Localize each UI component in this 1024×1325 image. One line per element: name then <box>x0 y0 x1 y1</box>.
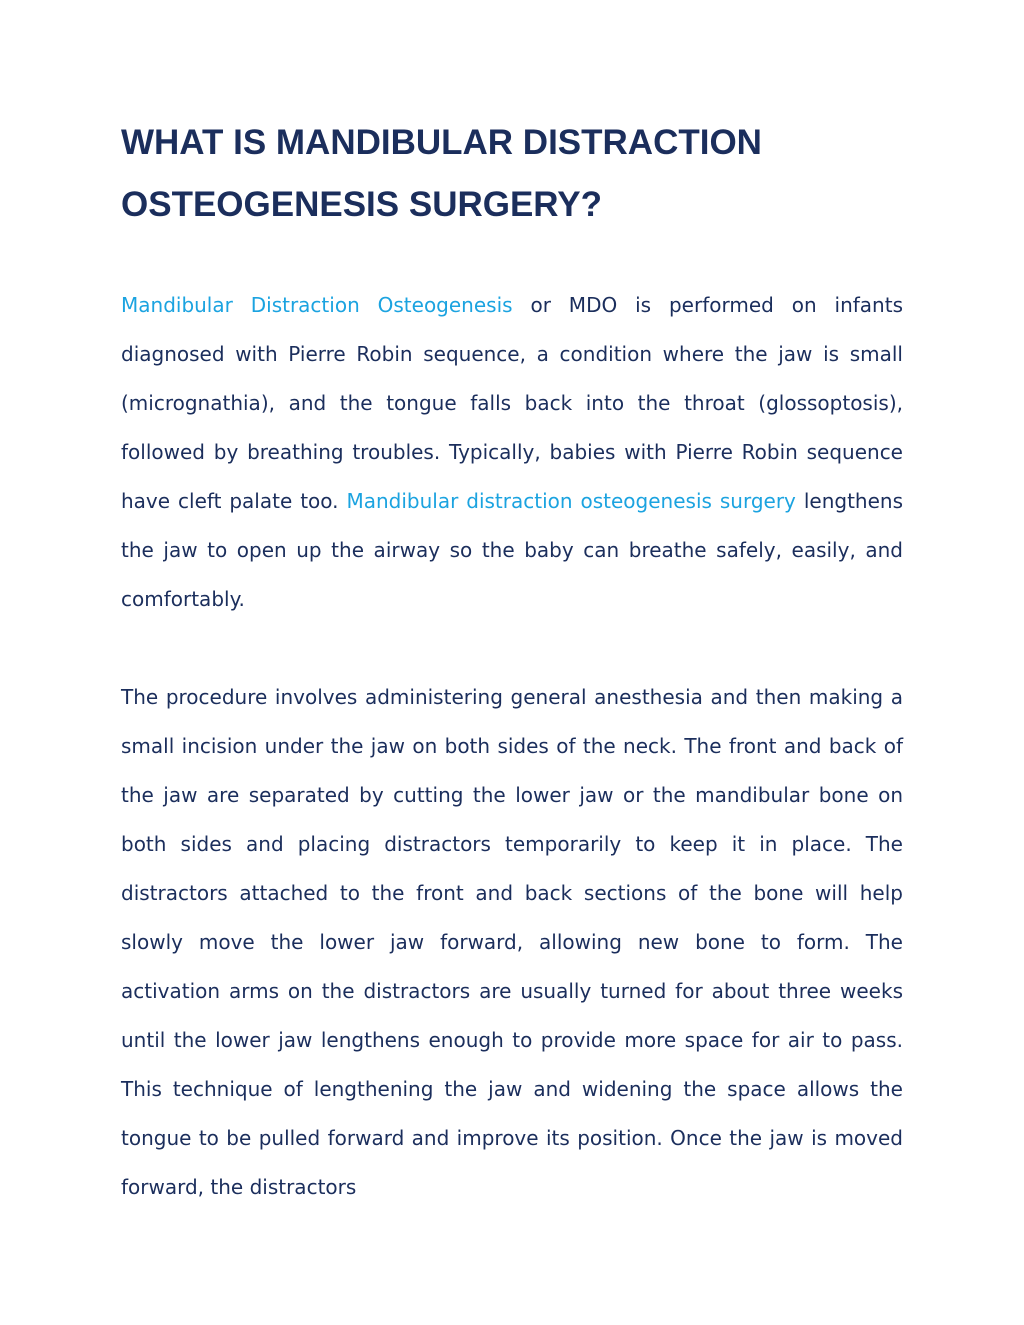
document-page <box>121 112 903 1212</box>
page-title: WHAT IS MANDIBULAR DISTRACTION OSTEOGENESIS SURGERY? <box>121 123 762 224</box>
intro-paragraph <box>121 281 903 624</box>
intro-text: or MDO is performed on infants diagnosed with Pierre Robin sequence, a condition where the jaw is small (micrognathia), and the tongue falls back into the throat (glossoptosis), followed by breathing troubles. Typically, babies with Pierre Robin sequence have cleft palate too. <box>121 293 903 513</box>
intro-text-continued: lengthens the jaw to open up the airway so the baby can breathe safely, easily, and comfortably. <box>121 489 903 611</box>
mdo-surgery-link[interactable]: Mandibular distraction osteogenesis surgery <box>346 489 796 513</box>
mdo-link[interactable]: Mandibular Distraction Osteogenesis <box>121 293 513 317</box>
procedure-paragraph: The procedure involves administering general anesthesia and then making a small incision under the jaw on both sides of the neck. The front and back of the jaw are separated by cutting the lower jaw or the mandibular bone on both sides and placing distractors temporarily to keep it in place. The distractors attached to the front and back sections of the bone will help slowly move the lower jaw forward, allowing new bone to form. The activation arms on the distractors are usually turned for about three weeks until the lower jaw lengthens enough to provide more space for air to pass. This technique of lengthening the jaw and widening the space allows the tongue to be pulled forward and improve its position. Once the jaw is moved forward, the distractors <box>121 685 903 1199</box>
